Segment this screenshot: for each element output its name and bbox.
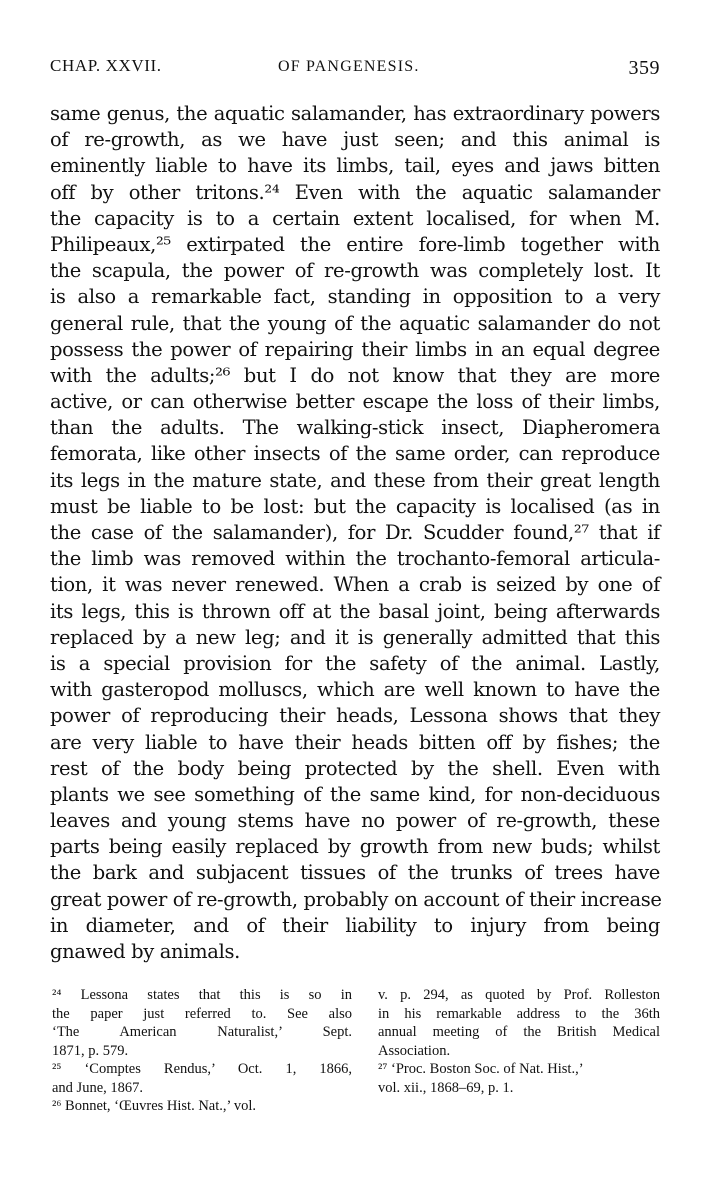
footnote-line: ²⁵ ‘Comptes Rendus,’ Oct. 1, 1866, [52, 1061, 352, 1077]
body-line: is a special provision for the safety of the animal. Lastly, [50, 651, 660, 675]
chapter-label: CHAP. XXVII. [50, 56, 162, 75]
body-line: power of reproducing their heads, Lessona shows that they [50, 704, 660, 728]
footnote-line: v. p. 294, as quoted by Prof. Rolleston [378, 987, 660, 1003]
body-line: in diameter, and of their liability to injury from being [50, 913, 660, 937]
body-text [50, 101, 660, 965]
footnote-line: ‘The American Naturalist,’ Sept. [52, 1024, 352, 1040]
body-line: active, or can otherwise better escape the loss of their limbs, [50, 390, 660, 414]
footnote-line: Association. [378, 1042, 451, 1059]
body-line: are very liable to have their heads bitten off by fishes; the [50, 730, 660, 754]
body-line: must be liable to be lost: but the capacity is localised (as in [50, 494, 660, 518]
body-line: with gasteropod molluscs, which are well known to have the [50, 678, 660, 702]
body-line: rest of the body being protected by the shell. Even with [50, 756, 660, 780]
body-line: gnawed by animals. [50, 940, 240, 963]
body-line: Philipeaux,²⁵ extirpated the entire fore-limb together with [50, 232, 660, 256]
body-line: parts being easily replaced by growth from new buds; whilst [50, 835, 660, 859]
footnote-line: the paper just referred to. See also [52, 1005, 352, 1022]
footnote-line: 1871, p. 579. [52, 1042, 129, 1059]
body-line: eminently liable to have its limbs, tail, eyes and jaws bitten [50, 154, 660, 178]
body-line: replaced by a new leg; and it is generally admitted that this [50, 625, 660, 649]
footnote-line: ²⁴ Lessona states that this is so in [52, 987, 352, 1003]
footnote-line: annual meeting of the British Medical [378, 1024, 660, 1040]
body-line: the capacity is to a certain extent localised, for when M. [50, 206, 660, 230]
footnote-line: and June, 1867. [52, 1079, 144, 1096]
body-line: tion, it was never renewed. When a crab is seized by one of [50, 573, 660, 597]
footnote-line: ²⁷ ‘Proc. Boston Soc. of Nat. Hist.,’ [378, 1061, 584, 1077]
footnotes-left-column [52, 986, 352, 1116]
footnote-line: ²⁶ Bonnet, ‘Œuvres Hist. Nat.,’ vol. [52, 1098, 257, 1114]
body-line: its legs, this is thrown off at the basal joint, being afterwards [50, 599, 660, 623]
body-line: leaves and young stems have no power of re-growth, these [50, 809, 660, 833]
footnotes-right-column [378, 986, 660, 1097]
running-header [50, 56, 660, 86]
body-line: the bark and subjacent tissues of the trunks of trees have [50, 861, 660, 885]
body-line: off by other tritons.²⁴ Even with the aquatic salamander [50, 180, 660, 204]
body-line: femorata, like other insects of the same order, can reproduce [50, 442, 660, 466]
body-line: with the adults;²⁶ but I do not know that they are more [50, 363, 660, 387]
body-line: general rule, that the young of the aquatic salamander do not [50, 311, 660, 335]
page-number: 359 [628, 57, 660, 79]
body-line: possess the power of repairing their limbs in an equal degree [50, 337, 660, 361]
body-line: great power of re-growth, probably on account of their increase [50, 887, 662, 911]
body-line: the case of the salamander), for Dr. Scudder found,²⁷ that if [50, 521, 660, 544]
footnote-line: in his remarkable address to the 36th [378, 1005, 660, 1022]
body-line: the limb was removed within the trochanto-femoral articula- [50, 547, 660, 571]
body-line: than the adults. The walking-stick insect, Diapheromera [50, 416, 660, 440]
body-line: same genus, the aquatic salamander, has extraordinary powers [50, 102, 660, 125]
body-line: is also a remarkable fact, standing in opposition to a very [50, 285, 660, 309]
body-line: its legs in the mature state, and these from their great length [50, 468, 660, 492]
body-line: the scapula, the power of re-growth was completely lost. It [50, 259, 660, 283]
footnote-line: vol. xii., 1868–69, p. 1. [378, 1079, 514, 1096]
body-line: plants we see something of the same kind, for non-deciduous [50, 782, 660, 806]
running-title: OF PANGENESIS. [278, 58, 420, 75]
body-line: of re-growth, as we have just seen; and this animal is [50, 128, 660, 152]
